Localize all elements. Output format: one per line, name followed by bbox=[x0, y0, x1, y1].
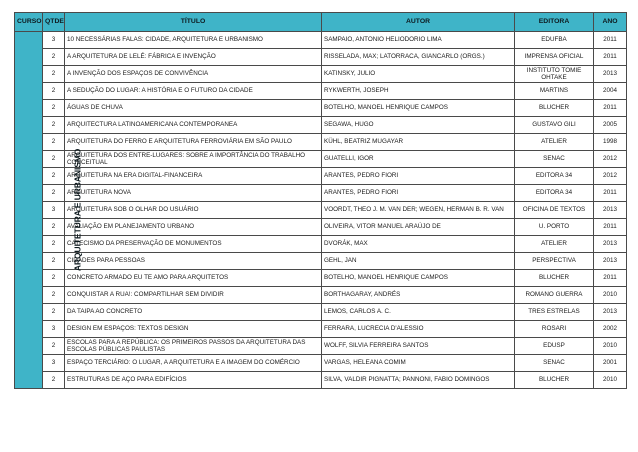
cell-editora: PERSPECTIVA bbox=[515, 253, 594, 270]
table-body bbox=[15, 32, 627, 389]
cell-ano: 2013 bbox=[594, 66, 627, 83]
cell-autor: DVORÁK, MAX bbox=[322, 236, 515, 253]
table-row bbox=[15, 134, 627, 151]
cell-qtde: 2 bbox=[43, 270, 65, 287]
cell-titulo: ARQUITETURA DOS ENTRE-LUGARES: SOBRE A IMPORTÂNCIA DO TRABALHO CONCEITUAL bbox=[65, 151, 322, 168]
table-row bbox=[15, 287, 627, 304]
cell-qtde: 2 bbox=[43, 168, 65, 185]
cell-titulo: CATECISMO DA PRESERVAÇÃO DE MONUMENTOS bbox=[65, 236, 322, 253]
cell-editora: IMPRENSA OFICIAL bbox=[515, 49, 594, 66]
cell-autor: KATINSKY, JULIO bbox=[322, 66, 515, 83]
cell-editora: BLUCHER bbox=[515, 100, 594, 117]
cell-qtde: 3 bbox=[43, 321, 65, 338]
cell-qtde: 3 bbox=[43, 202, 65, 219]
cell-autor: RISSELADA, MAX; LATORRACA, GIANCARLO (ORGS.) bbox=[322, 49, 515, 66]
table-row bbox=[15, 49, 627, 66]
cell-ano: 2011 bbox=[594, 219, 627, 236]
cell-editora: BLUCHER bbox=[515, 270, 594, 287]
header-titulo: TÍTULO bbox=[65, 13, 322, 32]
cell-ano: 2004 bbox=[594, 83, 627, 100]
cell-editora: ROMANO GUERRA bbox=[515, 287, 594, 304]
cell-qtde: 2 bbox=[43, 236, 65, 253]
cell-qtde: 2 bbox=[43, 372, 65, 389]
cell-ano: 2010 bbox=[594, 372, 627, 389]
cell-editora: ROSARI bbox=[515, 321, 594, 338]
cell-qtde: 2 bbox=[43, 66, 65, 83]
cell-titulo: A SEDUÇÃO DO LUGAR: A HISTÓRIA E O FUTURO DA CIDADE bbox=[65, 83, 322, 100]
cell-autor: GUATELLI, IGOR bbox=[322, 151, 515, 168]
cell-autor: LEMOS, CARLOS A. C. bbox=[322, 304, 515, 321]
table-row bbox=[15, 83, 627, 100]
table-row bbox=[15, 32, 627, 49]
cell-ano: 2013 bbox=[594, 253, 627, 270]
cell-titulo: ESTRUTURAS DE AÇO PARA EDIFÍCIOS bbox=[65, 372, 322, 389]
cell-ano: 2001 bbox=[594, 355, 627, 372]
cell-editora: TRES ESTRELAS bbox=[515, 304, 594, 321]
table-row bbox=[15, 219, 627, 236]
cell-qtde: 2 bbox=[43, 287, 65, 304]
cell-ano: 2013 bbox=[594, 202, 627, 219]
cell-ano: 2011 bbox=[594, 100, 627, 117]
table-row bbox=[15, 168, 627, 185]
cell-autor: SILVA, VALDIR PIGNATTA; PANNONI, FABIO DOMINGOS bbox=[322, 372, 515, 389]
cell-editora: SENAC bbox=[515, 355, 594, 372]
table-row bbox=[15, 372, 627, 389]
cell-titulo: A ARQUITETURA DE LELÉ: FÁBRICA E INVENÇÃO bbox=[65, 49, 322, 66]
cell-qtde: 2 bbox=[43, 117, 65, 134]
cell-titulo: CONQUISTAR A RUA!: COMPARTILHAR SEM DIVIDIR bbox=[65, 287, 322, 304]
cell-autor: VARGAS, HELEANA COMIM bbox=[322, 355, 515, 372]
table-row bbox=[15, 321, 627, 338]
cell-ano: 2011 bbox=[594, 49, 627, 66]
table-row bbox=[15, 151, 627, 168]
cell-ano: 1998 bbox=[594, 134, 627, 151]
cell-editora: EDITORA 34 bbox=[515, 168, 594, 185]
cell-qtde: 2 bbox=[43, 253, 65, 270]
cell-editora: GUSTAVO GILI bbox=[515, 117, 594, 134]
cell-editora: MARTINS bbox=[515, 83, 594, 100]
cell-autor: KÜHL, BEATRIZ MUGAYAR bbox=[322, 134, 515, 151]
cell-qtde: 2 bbox=[43, 134, 65, 151]
cell-editora: ATELIER bbox=[515, 134, 594, 151]
curso-cell bbox=[15, 32, 83, 389]
cell-ano: 2012 bbox=[594, 168, 627, 185]
table-row bbox=[15, 270, 627, 287]
header-editora: EDITORA bbox=[515, 13, 594, 32]
cell-autor: ARANTES, PEDRO FIORI bbox=[322, 168, 515, 185]
header-row bbox=[15, 13, 627, 32]
table-row bbox=[15, 253, 627, 270]
cell-ano: 2011 bbox=[594, 185, 627, 202]
table-row bbox=[15, 100, 627, 117]
cell-ano: 2005 bbox=[594, 117, 627, 134]
cell-titulo: AVALIAÇÃO EM PLANEJAMENTO URBANO bbox=[65, 219, 322, 236]
cell-titulo: ARQUITETURA DO FERRO E ARQUITETURA FERROVIÁRIA EM SÃO PAULO bbox=[65, 134, 322, 151]
table-row bbox=[15, 236, 627, 253]
cell-qtde: 2 bbox=[43, 151, 65, 168]
table-row bbox=[15, 304, 627, 321]
cell-editora: ATELIER bbox=[515, 236, 594, 253]
header-curso: CURSO bbox=[15, 13, 43, 32]
cell-qtde: 3 bbox=[43, 355, 65, 372]
cell-titulo: ARQUITETURA NOVA bbox=[65, 185, 322, 202]
cell-titulo: ARQUITECTURA LATINOAMERICANA CONTEMPORANEA bbox=[65, 117, 322, 134]
cell-titulo: CONCRETO ARMADO EU TE AMO PARA ARQUITETOS bbox=[65, 270, 322, 287]
books-table bbox=[14, 12, 627, 389]
header-autor: AUTOR bbox=[322, 13, 515, 32]
cell-titulo: CIDADES PARA PESSOAS bbox=[65, 253, 322, 270]
cell-autor: BOTELHO, MANOEL HENRIQUE CAMPOS bbox=[322, 270, 515, 287]
cell-editora: EDITORA 34 bbox=[515, 185, 594, 202]
cell-titulo: ARQUITETURA NA ERA DIGITAL-FINANCEIRA bbox=[65, 168, 322, 185]
cell-editora: U. PORTO bbox=[515, 219, 594, 236]
cell-titulo: A INVENÇÃO DOS ESPAÇOS DE CONVIVÊNCIA bbox=[65, 66, 322, 83]
cell-ano: 2010 bbox=[594, 338, 627, 355]
header-qtde: QTDE bbox=[43, 13, 65, 32]
cell-titulo: DA TAIPA AO CONCRETO bbox=[65, 304, 322, 321]
cell-ano: 2012 bbox=[594, 151, 627, 168]
cell-ano: 2013 bbox=[594, 236, 627, 253]
cell-autor: RYKWERTH, JOSEPH bbox=[322, 83, 515, 100]
cell-editora: BLUCHER bbox=[515, 372, 594, 389]
curso-label: ARQUITETURA E URBANISMO bbox=[72, 148, 83, 272]
cell-autor: SAMPAIO, ANTONIO HELIODORIO LIMA bbox=[322, 32, 515, 49]
header-ano: ANO bbox=[594, 13, 627, 32]
cell-ano: 2002 bbox=[594, 321, 627, 338]
cell-qtde: 2 bbox=[43, 100, 65, 117]
cell-autor: BORTHAGARAY, ANDRÉS bbox=[322, 287, 515, 304]
cell-ano: 2011 bbox=[594, 32, 627, 49]
cell-qtde: 2 bbox=[43, 49, 65, 66]
cell-autor: FERRARA, LUCRECIA D'ALESSIO bbox=[322, 321, 515, 338]
table-row bbox=[15, 117, 627, 134]
cell-titulo: 10 NECESSÁRIAS FALAS: CIDADE, ARQUITETURA E URBANISMO bbox=[65, 32, 322, 49]
cell-qtde: 2 bbox=[43, 304, 65, 321]
cell-titulo: ESPAÇO TERCIÁRIO: O LUGAR, A ARQUITETURA E A IMAGEM DO COMÉRCIO bbox=[65, 355, 322, 372]
table-row bbox=[15, 66, 627, 83]
cell-titulo: DESIGN EM ESPAÇOS: TEXTOS DESIGN bbox=[65, 321, 322, 338]
cell-qtde: 2 bbox=[43, 338, 65, 355]
cell-titulo: ESCOLAS PARA A REPÚBLICA: OS PRIMEIROS PASSOS DA ARQUITETURA DAS ESCOLAS PÚBLICAS PAULISTAS bbox=[65, 338, 322, 355]
cell-autor: VOORDT, THEO J. M. VAN DER; WEGEN, HERMAN B. R. VAN bbox=[322, 202, 515, 219]
table-row bbox=[15, 338, 627, 355]
cell-editora: EDUSP bbox=[515, 338, 594, 355]
cell-editora: OFICINA DE TEXTOS bbox=[515, 202, 594, 219]
cell-autor: WOLFF, SILVIA FERREIRA SANTOS bbox=[322, 338, 515, 355]
cell-qtde: 2 bbox=[43, 219, 65, 236]
cell-ano: 2013 bbox=[594, 304, 627, 321]
cell-editora: SENAC bbox=[515, 151, 594, 168]
cell-qtde: 2 bbox=[43, 83, 65, 100]
cell-autor: SEGAWA, HUGO bbox=[322, 117, 515, 134]
cell-autor: ARANTES, PEDRO FIORI bbox=[322, 185, 515, 202]
table-row bbox=[15, 202, 627, 219]
cell-editora: EDUFBA bbox=[515, 32, 594, 49]
cell-qtde: 2 bbox=[43, 185, 65, 202]
cell-titulo: ÁGUAS DE CHUVA bbox=[65, 100, 322, 117]
cell-ano: 2010 bbox=[594, 287, 627, 304]
cell-titulo: ARQUITETURA SOB O OLHAR DO USUÁRIO bbox=[65, 202, 322, 219]
cell-editora: INSTITUTO TOMIE OHTAKE bbox=[515, 66, 594, 83]
table-row bbox=[15, 185, 627, 202]
cell-ano: 2011 bbox=[594, 270, 627, 287]
cell-qtde: 3 bbox=[43, 32, 65, 49]
cell-autor: GEHL, JAN bbox=[322, 253, 515, 270]
table-row bbox=[15, 355, 627, 372]
cell-autor: BOTELHO, MANOEL HENRIQUE CAMPOS bbox=[322, 100, 515, 117]
cell-autor: OLIVEIRA, VITOR MANUEL ARAÚJO DE bbox=[322, 219, 515, 236]
